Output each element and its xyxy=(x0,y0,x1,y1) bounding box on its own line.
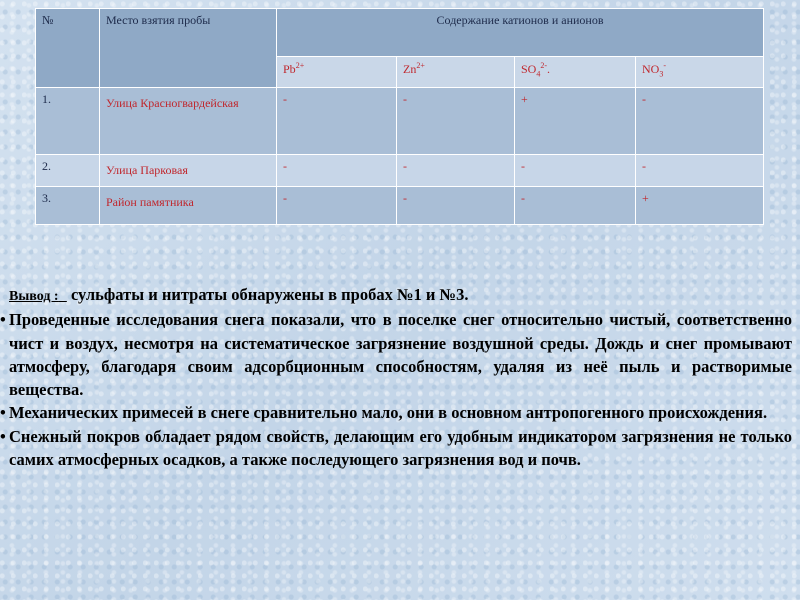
table-row xyxy=(36,88,764,155)
table-row xyxy=(36,187,764,225)
row-value: - xyxy=(277,187,397,225)
ion-header-so4: $SO_4^{2-}$. xyxy=(515,57,636,88)
conclusion-block xyxy=(0,283,792,471)
header-content: Содержание катионов и анионов xyxy=(277,9,764,57)
row-place: Район памятника xyxy=(100,187,277,225)
bullet-point: • Снежный покров обладает рядом свойств, делающим его удобным индикатором загрязнения не только самих атмосферных осадков, а также последующего загрязнения вод и почв. xyxy=(0,426,792,470)
row-number: 3. xyxy=(36,187,100,225)
row-value: + xyxy=(636,187,764,225)
results-table xyxy=(35,8,764,225)
conclusion-label: Вывод : xyxy=(9,289,59,304)
bullet-point: • Проведенные исследования снега показали, что в поселке снег относительно чистый, соответственно чист и воздух, несмотря на систематическое загрязнение воздушной среды. Дождь и снег промывают атмосферу, благодаря своим адсорбционным способностям, удаляя из неё пыль и растворимые вещества. xyxy=(0,310,792,400)
row-value: - xyxy=(515,155,636,187)
conclusion-text: сульфаты и нитраты обнаружены в пробах №1 и №3. xyxy=(70,285,469,304)
bullet-icon: • xyxy=(0,426,6,446)
row-value: - xyxy=(636,155,764,187)
row-value: - xyxy=(277,155,397,187)
row-value: - xyxy=(277,88,397,155)
row-place: Улица Красногвардейская xyxy=(100,88,277,155)
row-number: 2. xyxy=(36,155,100,187)
header-number: № xyxy=(36,9,100,88)
row-value: - xyxy=(397,88,515,155)
header-place: Место взятия пробы xyxy=(100,9,277,88)
ion-header-no3: $NO_3^-$ xyxy=(636,57,764,88)
bullet-icon: • xyxy=(0,403,6,423)
row-value: + xyxy=(515,88,636,155)
ion-header-zn: $Zn^{2+}$ xyxy=(397,57,515,88)
row-place: Улица Парковая xyxy=(100,155,277,187)
row-value: - xyxy=(636,88,764,155)
table-row xyxy=(36,155,764,187)
ion-header-pb: $Pb^{2+}$ xyxy=(277,57,397,88)
row-value: - xyxy=(397,155,515,187)
row-value: - xyxy=(397,187,515,225)
row-number: 1. xyxy=(36,88,100,155)
conclusion-line xyxy=(0,283,792,308)
row-value: - xyxy=(515,187,636,225)
bullet-point: • Механических примесей в снеге сравнительно мало, они в основном антропогенного происхождения. xyxy=(0,401,792,424)
bullet-icon: • xyxy=(0,310,6,330)
